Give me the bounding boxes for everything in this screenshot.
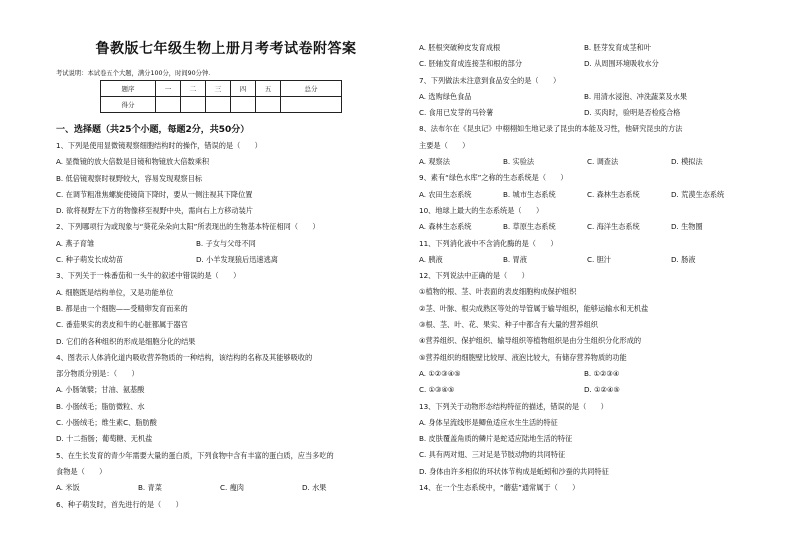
question-line: 4、图表示人体消化道内吸收营养物质的一种结构，该结构的名称及其能够吸收的	[56, 352, 313, 362]
answer-options-row	[419, 40, 755, 56]
answer-option: D. ①②④⑤	[584, 385, 620, 395]
question-line: B. 低倍镜观察时视野较大，容易发现观察目标	[56, 173, 203, 183]
score-cell[interactable]	[281, 97, 342, 113]
score-table	[100, 80, 342, 113]
question-line: A. 身体呈流线形是鲫鱼适应水生生活的特征	[419, 417, 558, 427]
answer-option: B. 用清水浸泡、冲洗蔬菜及水果	[584, 91, 687, 101]
question-line: 13、下列关于动物形态结构特征的描述，错误的是（ ）	[419, 401, 608, 411]
question-line: 部分物质分别是：（ ）	[56, 369, 139, 379]
answer-option: B. ①②③④	[584, 368, 620, 378]
answer-option: D. 从周围环境吸收水分	[584, 59, 659, 69]
answer-option: B. 子女与父母不同	[196, 238, 256, 248]
answer-option: A. 胰液	[419, 254, 443, 264]
question-line: B. 小肠绒毛；脂肪微粒、水	[56, 401, 145, 411]
question-line: ④营养组织、保护组织、输导组织等植物组织是由分生组织分化形成的	[419, 336, 642, 346]
left-question-list	[56, 138, 384, 513]
answer-options-row	[419, 89, 755, 105]
answer-option: C. 森林生态系统	[587, 189, 640, 199]
answer-option: D. 模拟法	[671, 157, 703, 167]
answer-options-row	[56, 236, 384, 252]
answer-option: D. 水果	[302, 483, 327, 493]
question-line: C. 具有两对翅、三对足是节肢动物的共同特征	[419, 450, 566, 460]
answer-option: A. 米饭	[56, 483, 80, 493]
answer-options-row	[419, 105, 755, 121]
question-line: 5、在生长发育的青少年需要大量的蛋白质，下列食物中含有丰富的蛋白质，应当多吃的	[56, 450, 334, 460]
question-line: C. 在调节粗准焦螺旋使镜筒下降时，要从一侧注视其下降位置	[56, 189, 253, 199]
score-cell[interactable]	[231, 97, 256, 113]
answer-option: B. 实验法	[503, 157, 535, 167]
question-line: 7、下列做法未注意到食品安全的是（ ）	[419, 75, 561, 85]
score-header-cell: 一	[156, 81, 181, 97]
answer-option: A. 燕子育雏	[56, 238, 95, 248]
answer-options-row	[56, 252, 384, 268]
answer-options-row	[419, 366, 755, 382]
question-line: ⑤营养组织的细胞壁比较厚、液泡比较大，有储存营养物质的功能	[419, 352, 627, 362]
answer-options-row	[419, 252, 755, 268]
question-line: B. 皮肤覆盖角质的鳞片是蛇适应陆地生活的特征	[419, 434, 573, 444]
answer-option: C. 胚轴发育成连接茎和根的部分	[419, 59, 523, 69]
question-line: 11、下列消化液中不含消化酶的是（ ）	[419, 238, 558, 248]
page-title: 鲁教版七年级生物上册月考考试卷附答案	[95, 41, 357, 57]
answer-option: C. 种子萌发长成幼苗	[56, 255, 124, 265]
question-line: A. 显微镜的放大倍数是目镜和物镜放大倍数乘积	[56, 157, 210, 167]
answer-option: D. 买肉时，验明是否检疫合格	[584, 108, 681, 118]
score-cell[interactable]	[156, 97, 181, 113]
answer-option: B. 胚芽发育成茎和叶	[584, 43, 652, 52]
score-cell[interactable]	[206, 97, 231, 113]
answer-option: D. 小羊发现狼后迅速逃离	[196, 255, 278, 265]
question-line: B. 都是由一个细胞——受精卵发育而来的	[56, 303, 188, 313]
score-table-score-row	[101, 97, 342, 113]
exam-note: 考试说明：本试卷五个大题，满分100分，时间90分钟.	[56, 70, 211, 77]
score-header-cell: 三	[206, 81, 231, 97]
section-heading: 一、选择题（共25个小题，每题2分，共50分）	[56, 125, 250, 135]
answer-option: A. 胚根突破种皮发育成根	[419, 43, 501, 52]
answer-option: A. 农田生态系统	[419, 189, 472, 199]
answer-option: C. 食用已发芽的马铃薯	[419, 108, 494, 118]
question-line: D. 身体由许多相似的环状体节构成是蚯蚓和沙蚕的共同特征	[419, 466, 609, 476]
question-line: 3、下列关于一株番茄和一头牛的叙述中错误的是（ ）	[56, 271, 241, 281]
question-line: 6、种子萌发时，首先进行的是（ ）	[56, 499, 183, 509]
question-line: A. 小肠皱襞；甘油、氨基酸	[56, 385, 145, 395]
answer-option: B. 青菜	[138, 483, 162, 493]
score-header-cell: 总分	[281, 81, 342, 97]
score-header-cell: 五	[256, 81, 281, 97]
answer-option: C. 胆汁	[587, 254, 611, 264]
question-line: D. 它们的各种组织的形成是细胞分化的结果	[56, 336, 196, 346]
question-line: 10、地球上最大的生态系统是（ ）	[419, 205, 544, 215]
answer-option: D. 生物圈	[671, 222, 703, 232]
answer-option: D. 肠液	[671, 254, 696, 264]
question-line: ①植物的根、茎、叶表面的表皮细胞构成保护组织	[419, 287, 577, 297]
score-table-header-row	[101, 81, 342, 97]
right-question-list	[419, 40, 755, 496]
answer-option: C. ①③④⑤	[419, 385, 455, 395]
score-cell[interactable]	[256, 97, 281, 113]
answer-options-row	[419, 56, 755, 72]
answer-option: B. 胃液	[503, 254, 527, 264]
question-line: 主要是（ ）	[419, 140, 470, 150]
answer-option: B. 城市生态系统	[503, 189, 556, 199]
question-line: 14、在一个生态系统中，“蘑菇”通常属于（ ）	[419, 483, 580, 493]
answer-option: D. 荒漠生态系统	[671, 189, 725, 199]
question-line: A. 细胞既是结构单位，又是功能单位	[56, 287, 174, 297]
answer-options-row	[419, 382, 755, 398]
answer-option: A. ①②③④⑤	[419, 368, 461, 378]
answer-option: B. 草原生态系统	[503, 222, 556, 232]
answer-options-row	[419, 187, 755, 203]
question-line: 食物是（ ）	[56, 466, 107, 476]
answer-option: A. 观察法	[419, 157, 450, 167]
score-cell[interactable]	[181, 97, 206, 113]
score-row-label: 得分	[101, 97, 156, 113]
answer-option: C. 调查法	[587, 157, 619, 167]
question-line: C. 小肠绒毛；维生素C、脂肪酸	[56, 418, 157, 428]
question-line: 12、下列说法中正确的是（ ）	[419, 271, 529, 281]
question-line: 8、法布尔在《昆虫记》中栩栩如生地记录了昆虫的本能及习性，他研究昆虫的方法	[419, 124, 683, 134]
question-line: C. 番茄果实的表皮和牛的心脏都属于器官	[56, 320, 188, 330]
score-header-cell: 二	[181, 81, 206, 97]
question-line: ②茎、叶脉、根尖成熟区等处的导管属于输导组织，能够运输水和无机盐	[419, 303, 649, 313]
score-header-cell: 四	[231, 81, 256, 97]
question-line: D. 十二指肠；葡萄糖、无机盐	[56, 434, 153, 444]
question-line: ③根、茎、叶、花、果实、种子中都含有大量的营养组织	[419, 320, 598, 330]
answer-option: A. 森林生态系统	[419, 222, 472, 232]
question-line: D. 欲将视野左下方的物像移至视野中央，需向右上方移动装片	[56, 206, 253, 216]
answer-option: C. 海洋生态系统	[587, 222, 640, 232]
answer-option: C. 瘦肉	[220, 483, 244, 493]
score-header-cell: 题序	[101, 81, 156, 97]
answer-options-row	[56, 480, 384, 496]
question-line: 2、下列哪项行为或现象与“葵花朵朵向太阳”所表现出的生物基本特征相同（ ）	[56, 222, 320, 232]
answer-options-row	[419, 219, 755, 235]
answer-option: A. 选购绿色食品	[419, 91, 472, 101]
answer-options-row	[419, 154, 755, 170]
question-line: 9、素有“绿色水库”之称的生态系统是（ ）	[419, 173, 568, 183]
question-line: 1、下列是使用显微镜观察细胞结构时的操作，错误的是（ ）	[56, 141, 262, 150]
